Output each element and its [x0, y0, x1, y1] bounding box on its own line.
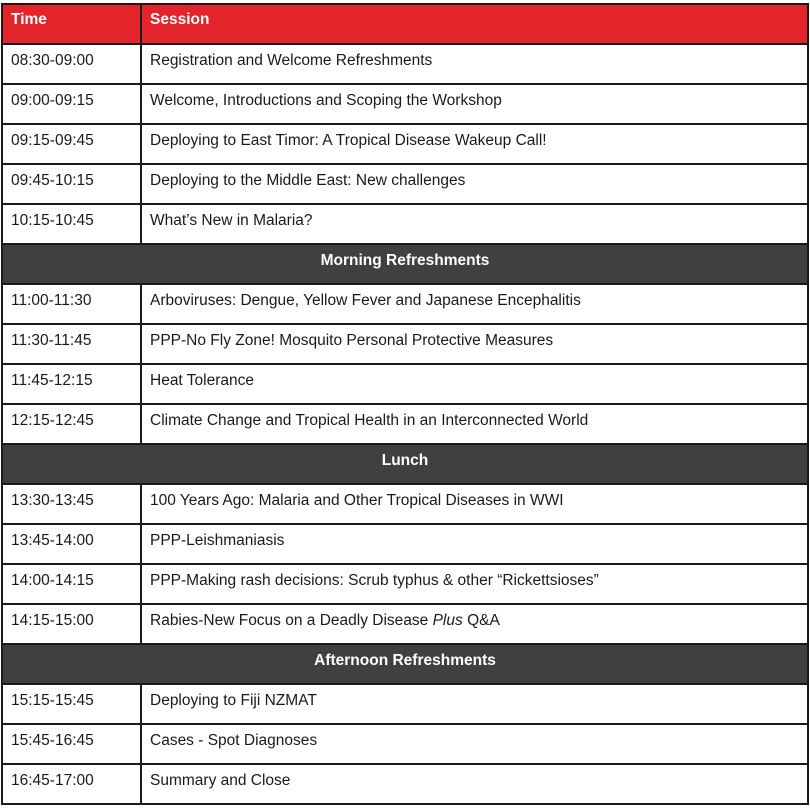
table-row — [2, 84, 808, 124]
time-cell: 11:30-11:45 — [2, 324, 141, 364]
time-cell: 13:45-14:00 — [2, 524, 141, 564]
session-cell: Cases - Spot Diagnoses — [141, 724, 808, 764]
table-row — [2, 764, 808, 804]
time-cell: 08:30-09:00 — [2, 44, 141, 84]
time-cell: 15:15-15:45 — [2, 684, 141, 724]
time-cell: 09:00-09:15 — [2, 84, 141, 124]
session-cell: 100 Years Ago: Malaria and Other Tropical Diseases in WWI — [141, 484, 808, 524]
table-row — [2, 44, 808, 84]
session-cell: Deploying to Fiji NZMAT — [141, 684, 808, 724]
time-cell: 09:15-09:45 — [2, 124, 141, 164]
time-cell: 09:45-10:15 — [2, 164, 141, 204]
break-row-morning-refreshments — [2, 244, 808, 284]
schedule-table — [1, 3, 809, 805]
session-cell: Registration and Welcome Refreshments — [141, 44, 808, 84]
table-row — [2, 284, 808, 324]
table-row — [2, 684, 808, 724]
time-cell: 11:45-12:15 — [2, 364, 141, 404]
session-cell — [141, 604, 808, 644]
session-suffix-text: Q&A — [467, 612, 500, 629]
table-row — [2, 484, 808, 524]
break-label: Lunch — [2, 444, 808, 484]
break-row-lunch — [2, 444, 808, 484]
session-cell: Deploying to East Timor: A Tropical Disease Wakeup Call! — [141, 124, 808, 164]
time-cell: 14:15-15:00 — [2, 604, 141, 644]
table-row — [2, 364, 808, 404]
table-row — [2, 164, 808, 204]
session-cell: Heat Tolerance — [141, 364, 808, 404]
session-cell: What’s New in Malaria? — [141, 204, 808, 244]
session-main-text: Rabies-New Focus on a Deadly Disease — [150, 612, 429, 629]
break-label: Afternoon Refreshments — [2, 644, 808, 684]
time-cell: 14:00-14:15 — [2, 564, 141, 604]
session-cell: PPP-Making rash decisions: Scrub typhus & other “Rickettsioses” — [141, 564, 808, 604]
session-cell: Welcome, Introductions and Scoping the Workshop — [141, 84, 808, 124]
time-cell: 16:45-17:00 — [2, 764, 141, 804]
session-italic-text: Plus — [432, 612, 463, 629]
table-row — [2, 564, 808, 604]
session-cell: PPP-Leishmaniasis — [141, 524, 808, 564]
session-cell: Arboviruses: Dengue, Yellow Fever and Japanese Encephalitis — [141, 284, 808, 324]
header-session: Session — [141, 4, 808, 44]
table-row — [2, 724, 808, 764]
time-cell: 10:15-10:45 — [2, 204, 141, 244]
header-row — [2, 4, 808, 44]
time-cell: 13:30-13:45 — [2, 484, 141, 524]
header-time: Time — [2, 4, 141, 44]
table-row — [2, 124, 808, 164]
break-label: Morning Refreshments — [2, 244, 808, 284]
time-cell: 15:45-16:45 — [2, 724, 141, 764]
table-row — [2, 204, 808, 244]
table-row — [2, 524, 808, 564]
time-cell: 11:00-11:30 — [2, 284, 141, 324]
session-cell: Climate Change and Tropical Health in an Interconnected World — [141, 404, 808, 444]
table-row — [2, 404, 808, 444]
table-row — [2, 604, 808, 644]
session-cell: Summary and Close — [141, 764, 808, 804]
session-cell: Deploying to the Middle East: New challenges — [141, 164, 808, 204]
time-cell: 12:15-12:45 — [2, 404, 141, 444]
table-row — [2, 324, 808, 364]
session-cell: PPP-No Fly Zone! Mosquito Personal Protective Measures — [141, 324, 808, 364]
break-row-afternoon-refreshments — [2, 644, 808, 684]
